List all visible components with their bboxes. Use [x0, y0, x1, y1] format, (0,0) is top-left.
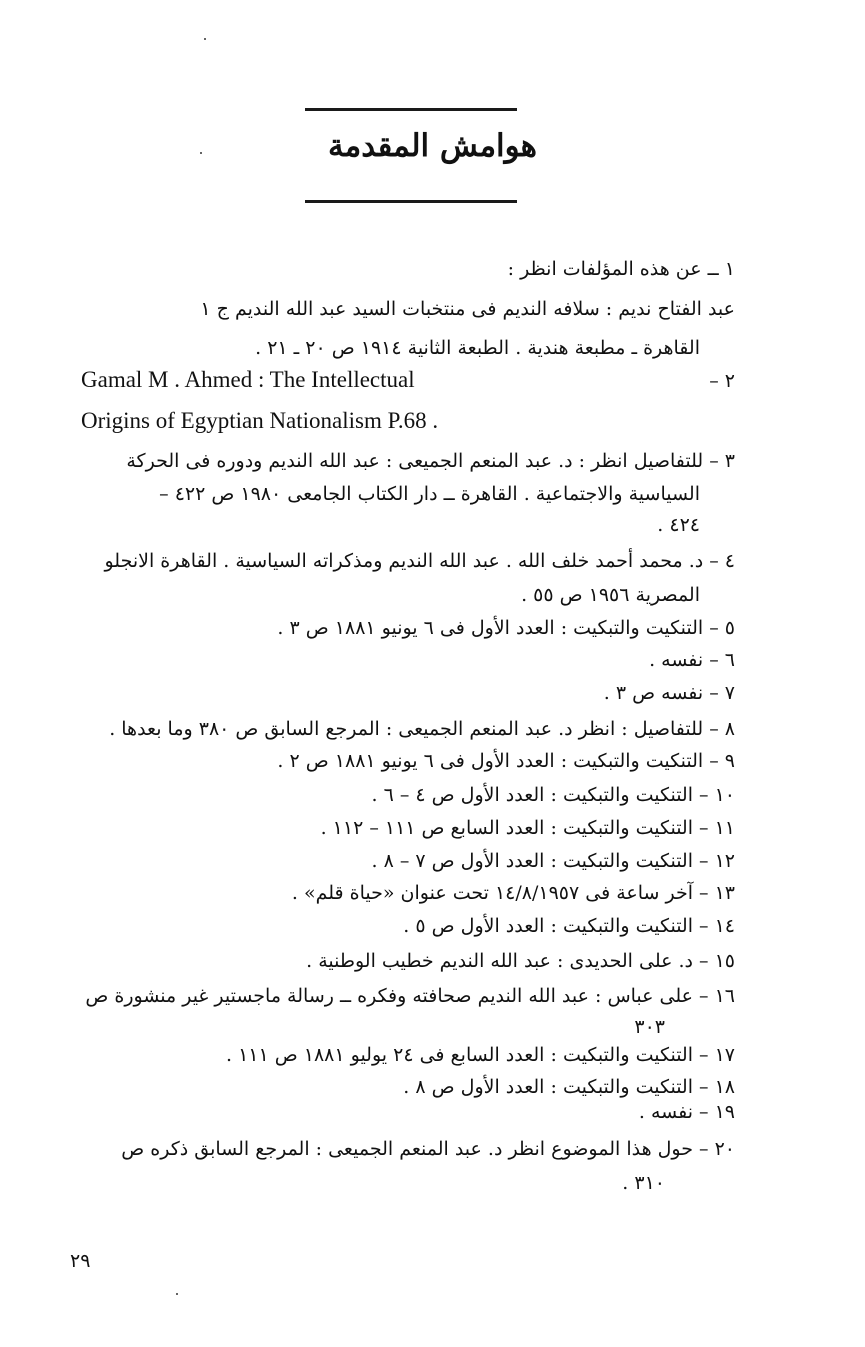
note-2-number: ٢ –: [709, 370, 735, 392]
note-4-line-1: ٤ – د. محمد أحمد خلف الله . عبد الله النديم ومذكراته السياسية . القاهرة الانجلو: [104, 550, 735, 572]
note-14: ١٤ – التنكيت والتبكيت : العدد الأول ص ٥ .: [403, 915, 735, 937]
page-title: هوامش المقدمة: [327, 128, 538, 164]
note-16-line-2: ٣٠٣: [634, 1016, 665, 1038]
note-7: ٧ – نفسه ص ٣ .: [603, 682, 735, 704]
scan-speck: [204, 38, 206, 40]
note-3-line-2: السياسية والاجتماعية . القاهرة ــ دار الكتاب الجامعى ١٩٨٠ ص ٤٢٢ –: [159, 483, 700, 505]
note-20-line-2: ٣١٠ .: [622, 1172, 665, 1194]
top-rule: [305, 108, 517, 111]
page-number: ٢٩: [70, 1250, 91, 1272]
note-17: ١٧ – التنكيت والتبكيت : العدد السابع فى ٢٤ يوليو ١٨٨١ ص ١١١ .: [225, 1044, 735, 1066]
note-3-line-1: ٣ – للتفاصيل انظر : د. عبد المنعم الجميعى : عبد الله النديم ودوره فى الحركة: [126, 450, 735, 472]
note-6: ٦ – نفسه .: [649, 649, 735, 671]
note-16-line-1: ١٦ – على عباس : عبد الله النديم صحافته وفكره ــ رسالة ماجستير غير منشورة ص: [85, 985, 735, 1007]
note-1-line-3: القاهرة ـ مطبعة هندية . الطبعة الثانية ١٩١٤ ص ٢٠ ـ ٢١ .: [255, 337, 700, 359]
note-1-line-1: ١ ــ عن هذه المؤلفات انظر :: [507, 258, 735, 280]
note-15: ١٥ – د. على الحديدى : عبد الله النديم خطيب الوطنية .: [306, 950, 735, 972]
note-20-line-1: ٢٠ – حول هذا الموضوع انظر د. عبد المنعم الجميعى : المرجع السابق ذكره ص: [121, 1138, 735, 1160]
note-2-line-2: Origins of Egyptian Nationalism P.68 .: [81, 408, 439, 433]
scan-speck: [176, 1293, 178, 1295]
note-13: ١٣ – آخر ساعة فى ١٤/٨/١٩٥٧ تحت عنوان «حياة قلم» .: [291, 882, 735, 904]
note-9: ٩ – التنكيت والتبكيت : العدد الأول فى ٦ يونيو ١٨٨١ ص ٢ .: [277, 750, 735, 772]
note-12: ١٢ – التنكيت والتبكيت : العدد الأول ص ٧ – ٨ .: [371, 850, 735, 872]
note-10: ١٠ – التنكيت والتبكيت : العدد الأول ص ٤ – ٦ .: [371, 784, 735, 806]
note-8: ٨ – للتفاصيل : انظر د. عبد المنعم الجميعى : المرجع السابق ص ٣٨٠ وما بعدها .: [109, 718, 735, 740]
note-3-line-3: ٤٢٤ .: [657, 514, 700, 536]
note-4-line-2: المصرية ١٩٥٦ ص ٥٥ .: [521, 584, 700, 606]
note-18: ١٨ – التنكيت والتبكيت : العدد الأول ص ٨ .: [403, 1076, 735, 1098]
note-2-line-1: Gamal M . Ahmed : The Intellectual: [81, 367, 415, 392]
note-19: ١٩ – نفسه .: [638, 1101, 735, 1123]
bottom-rule: [305, 200, 517, 203]
note-11: ١١ – التنكيت والتبكيت : العدد السابع ص ١١١ – ١١٢ .: [320, 817, 735, 839]
note-5: ٥ – التنكيت والتبكيت : العدد الأول فى ٦ يونيو ١٨٨١ ص ٣ .: [277, 617, 735, 639]
note-1-line-2: عبد الفتاح نديم : سلافه النديم فى منتخبات السيد عبد الله النديم ج ١: [200, 298, 735, 320]
